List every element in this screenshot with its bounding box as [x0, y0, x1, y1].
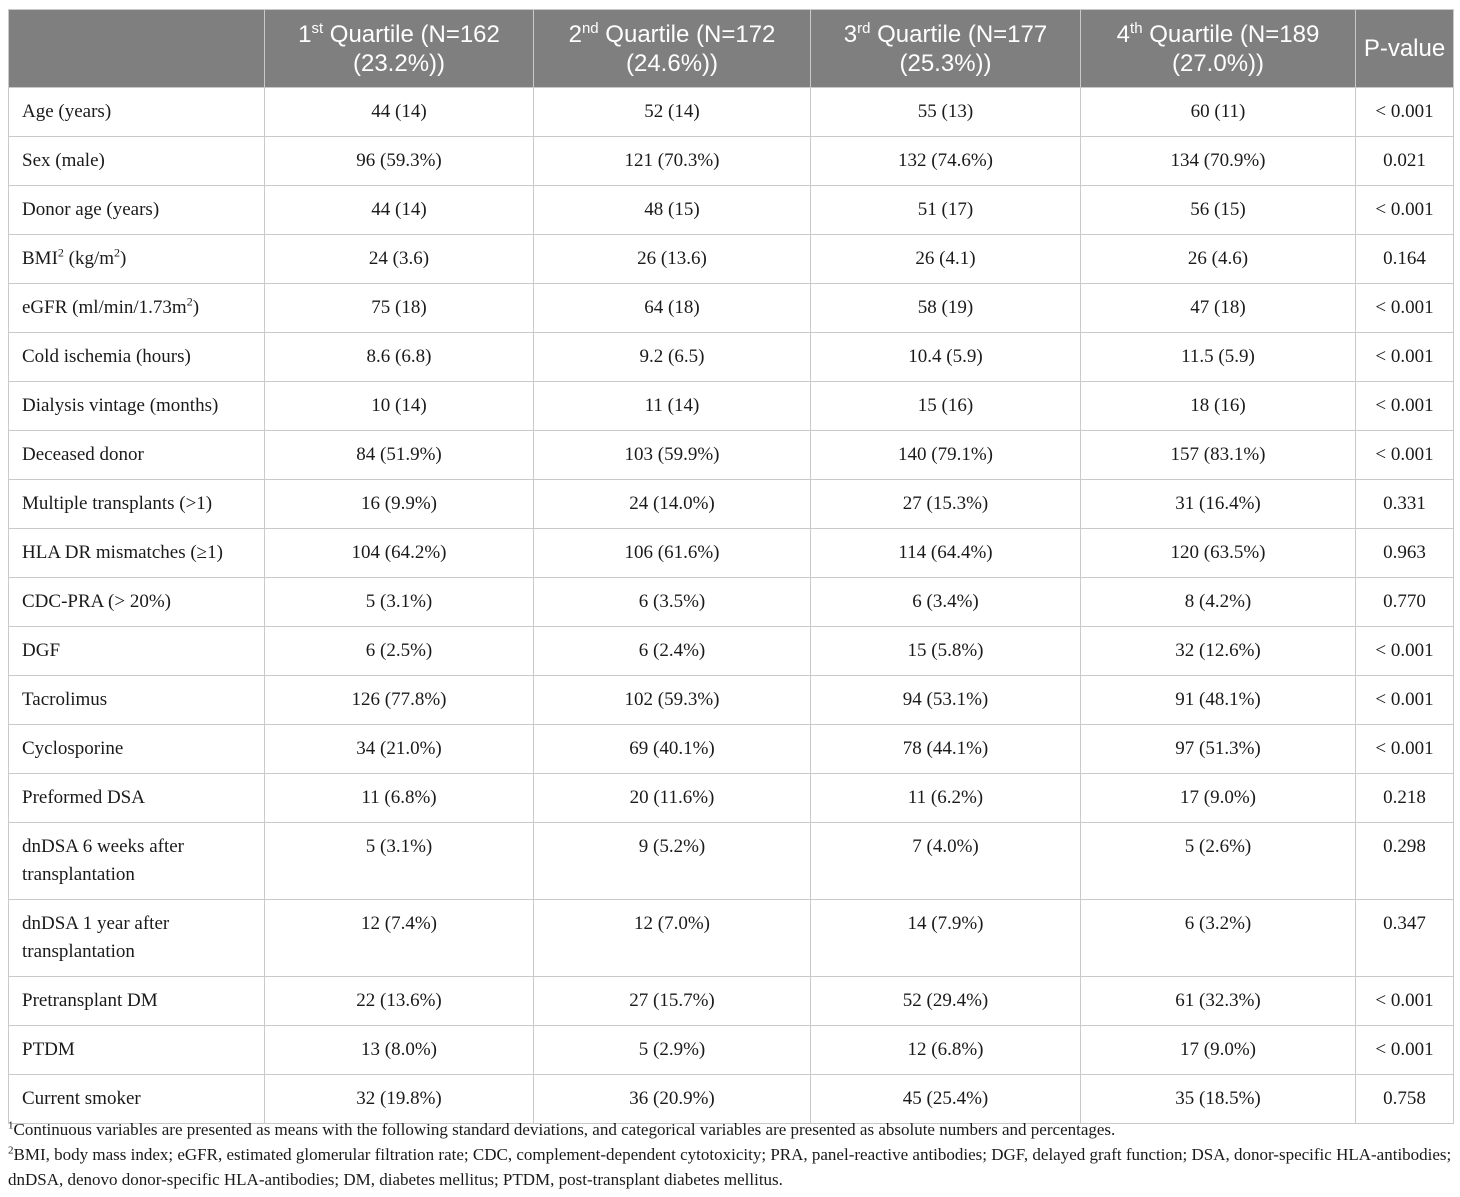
table-row [9, 431, 1454, 480]
quartile-3-cell: 15 (16) [811, 382, 1081, 431]
quartile-2-cell: 27 (15.7%) [534, 977, 811, 1026]
p-value-cell: < 0.001 [1356, 333, 1454, 382]
quartile-4-cell: 134 (70.9%) [1081, 137, 1356, 186]
quartile-4-cell: 6 (3.2%) [1081, 900, 1356, 977]
row-label: Age (years) [9, 88, 265, 137]
quartile-4-cell: 47 (18) [1081, 284, 1356, 333]
p-value-cell: 0.164 [1356, 235, 1454, 284]
row-label: Preformed DSA [9, 774, 265, 823]
quartile-1-cell: 24 (3.6) [265, 235, 534, 284]
p-value-cell: < 0.001 [1356, 627, 1454, 676]
table-row [9, 774, 1454, 823]
p-value-cell: 0.963 [1356, 529, 1454, 578]
quartile-3-cell: 12 (6.8%) [811, 1026, 1081, 1075]
row-label: Pretransplant DM [9, 977, 265, 1026]
quartile-3-cell: 15 (5.8%) [811, 627, 1081, 676]
header-cell-empty [9, 10, 265, 88]
p-value-cell: < 0.001 [1356, 186, 1454, 235]
quartile-3-cell: 6 (3.4%) [811, 578, 1081, 627]
quartile-4-cell: 31 (16.4%) [1081, 480, 1356, 529]
quartile-1-cell: 44 (14) [265, 186, 534, 235]
table-row [9, 627, 1454, 676]
table-row [9, 186, 1454, 235]
quartile-1-cell: 22 (13.6%) [265, 977, 534, 1026]
quartile-3-cell: 55 (13) [811, 88, 1081, 137]
quartile-4-cell: 5 (2.6%) [1081, 823, 1356, 900]
row-label: Donor age (years) [9, 186, 265, 235]
quartile-1-cell: 8.6 (6.8) [265, 333, 534, 382]
header-cell-q3: 3rd Quartile (N=177 (25.3%)) [811, 10, 1081, 88]
row-label: Current smoker [9, 1075, 265, 1124]
table-row [9, 977, 1454, 1026]
quartile-2-cell: 52 (14) [534, 88, 811, 137]
quartile-2-cell: 36 (20.9%) [534, 1075, 811, 1124]
table-row [9, 725, 1454, 774]
p-value-cell: < 0.001 [1356, 725, 1454, 774]
footnote-1: $^1$Continuous variables are presented as means with the following standard deviations, and categorical variables are presented as absolute numbers and percentages. [8, 1119, 1116, 1139]
quartile-2-cell: 9.2 (6.5) [534, 333, 811, 382]
quartile-2-cell: 5 (2.9%) [534, 1026, 811, 1075]
quartile-1-cell: 84 (51.9%) [265, 431, 534, 480]
row-label: dnDSA 6 weeks after transplantation [9, 823, 265, 900]
quartile-3-cell: 52 (29.4%) [811, 977, 1081, 1026]
p-value-cell: < 0.001 [1356, 382, 1454, 431]
quartile-1-cell: 11 (6.8%) [265, 774, 534, 823]
quartile-3-cell: 14 (7.9%) [811, 900, 1081, 977]
p-value-cell: 0.347 [1356, 900, 1454, 977]
table-row [9, 823, 1454, 900]
header-row [9, 10, 1454, 88]
quartile-4-cell: 17 (9.0%) [1081, 1026, 1356, 1075]
quartile-1-cell: 5 (3.1%) [265, 823, 534, 900]
row-label: Sex (male) [9, 137, 265, 186]
row-label: Deceased donor [9, 431, 265, 480]
quartile-3-cell: 140 (79.1%) [811, 431, 1081, 480]
header-cell-q2: 2nd Quartile (N=172 (24.6%)) [534, 10, 811, 88]
table-row [9, 333, 1454, 382]
quartile-2-cell: 11 (14) [534, 382, 811, 431]
table-row [9, 480, 1454, 529]
characteristics-table [8, 9, 1454, 1124]
p-value-cell: 0.021 [1356, 137, 1454, 186]
quartile-2-cell: 106 (61.6%) [534, 529, 811, 578]
quartile-4-cell: 56 (15) [1081, 186, 1356, 235]
quartile-1-cell: 10 (14) [265, 382, 534, 431]
quartile-4-cell: 17 (9.0%) [1081, 774, 1356, 823]
p-value-cell: < 0.001 [1356, 1026, 1454, 1075]
quartile-1-cell: 12 (7.4%) [265, 900, 534, 977]
table-row [9, 137, 1454, 186]
quartile-2-cell: 12 (7.0%) [534, 900, 811, 977]
table-row [9, 1026, 1454, 1075]
quartile-1-cell: 34 (21.0%) [265, 725, 534, 774]
header-cell-q4: 4th Quartile (N=189 (27.0%)) [1081, 10, 1356, 88]
quartile-2-cell: 20 (11.6%) [534, 774, 811, 823]
p-value-cell: 0.331 [1356, 480, 1454, 529]
row-label: BMI$^2$ $(kg/m^2)$ [9, 235, 265, 284]
quartile-1-cell: 13 (8.0%) [265, 1026, 534, 1075]
quartile-4-cell: 91 (48.1%) [1081, 676, 1356, 725]
footnote-2: $^2$BMI, body mass index; eGFR, estimated glomerular filtration rate; CDC, complement-dependent cytotoxicity; PRA, panel-reactive antibodies; DGF, delayed graft function; DSA, donor-specific HLA-antibodies; dnDSA, denovo donor-specific HLA-antibodies; DM, diabetes mellitus; PTDM, post-transplant diabetes mellitus. [8, 1144, 1452, 1189]
quartile-2-cell: 48 (15) [534, 186, 811, 235]
row-label: eGFR $(ml/\min/1.73m^2)$ [9, 284, 265, 333]
row-label: Cyclosporine [9, 725, 265, 774]
quartile-3-cell: 94 (53.1%) [811, 676, 1081, 725]
quartile-3-cell: 132 (74.6%) [811, 137, 1081, 186]
table-row [9, 88, 1454, 137]
quartile-4-cell: 8 (4.2%) [1081, 578, 1356, 627]
quartile-1-cell: 104 (64.2%) [265, 529, 534, 578]
quartile-2-cell: 24 (14.0%) [534, 480, 811, 529]
p-value-cell: 0.758 [1356, 1075, 1454, 1124]
p-value-cell: < 0.001 [1356, 88, 1454, 137]
quartile-2-cell: 26 (13.6) [534, 235, 811, 284]
row-label: Tacrolimus [9, 676, 265, 725]
p-value-cell: 0.218 [1356, 774, 1454, 823]
quartile-4-cell: 157 (83.1%) [1081, 431, 1356, 480]
quartile-1-cell: 32 (19.8%) [265, 1075, 534, 1124]
quartile-3-cell: 114 (64.4%) [811, 529, 1081, 578]
table-header [9, 10, 1454, 88]
quartile-4-cell: 11.5 (5.9) [1081, 333, 1356, 382]
row-label: dnDSA 1 year after transplantation [9, 900, 265, 977]
quartile-1-cell: 5 (3.1%) [265, 578, 534, 627]
p-value-cell: < 0.001 [1356, 431, 1454, 480]
p-value-cell: < 0.001 [1356, 977, 1454, 1026]
quartile-1-cell: 6 (2.5%) [265, 627, 534, 676]
quartile-3-cell: 26 (4.1) [811, 235, 1081, 284]
table-row [9, 578, 1454, 627]
quartile-4-cell: 32 (12.6%) [1081, 627, 1356, 676]
table-body [9, 88, 1454, 1124]
quartile-3-cell: 7 (4.0%) [811, 823, 1081, 900]
quartile-1-cell: 44 (14) [265, 88, 534, 137]
header-cell-q1: 1st Quartile (N=162 (23.2%)) [265, 10, 534, 88]
quartile-4-cell: 120 (63.5%) [1081, 529, 1356, 578]
row-label: CDC-PRA (> 20%) [9, 578, 265, 627]
quartile-4-cell: 97 (51.3%) [1081, 725, 1356, 774]
table-row [9, 382, 1454, 431]
row-label: PTDM [9, 1026, 265, 1075]
row-label: Cold ischemia (hours) [9, 333, 265, 382]
p-value-cell: 0.298 [1356, 823, 1454, 900]
quartile-3-cell: 11 (6.2%) [811, 774, 1081, 823]
table-row [9, 676, 1454, 725]
p-value-cell: 0.770 [1356, 578, 1454, 627]
quartile-3-cell: 10.4 (5.9) [811, 333, 1081, 382]
quartile-3-cell: 45 (25.4%) [811, 1075, 1081, 1124]
quartile-1-cell: 96 (59.3%) [265, 137, 534, 186]
quartile-2-cell: 69 (40.1%) [534, 725, 811, 774]
table-row [9, 529, 1454, 578]
quartile-4-cell: 26 (4.6) [1081, 235, 1356, 284]
quartile-1-cell: 16 (9.9%) [265, 480, 534, 529]
quartile-2-cell: 102 (59.3%) [534, 676, 811, 725]
quartile-4-cell: 61 (32.3%) [1081, 977, 1356, 1026]
quartile-2-cell: 6 (2.4%) [534, 627, 811, 676]
quartile-4-cell: 18 (16) [1081, 382, 1356, 431]
quartile-2-cell: 9 (5.2%) [534, 823, 811, 900]
quartile-1-cell: 126 (77.8%) [265, 676, 534, 725]
row-label: Dialysis vintage (months) [9, 382, 265, 431]
quartile-2-cell: 121 (70.3%) [534, 137, 811, 186]
header-cell-pvalue: P-value [1356, 10, 1454, 88]
p-value-cell: < 0.001 [1356, 676, 1454, 725]
quartile-2-cell: 103 (59.9%) [534, 431, 811, 480]
quartile-1-cell: 75 (18) [265, 284, 534, 333]
quartile-3-cell: 78 (44.1%) [811, 725, 1081, 774]
row-label: DGF [9, 627, 265, 676]
quartile-4-cell: 60 (11) [1081, 88, 1356, 137]
quartile-3-cell: 27 (15.3%) [811, 480, 1081, 529]
table-row [9, 235, 1454, 284]
quartile-2-cell: 6 (3.5%) [534, 578, 811, 627]
quartile-3-cell: 58 (19) [811, 284, 1081, 333]
footnotes [8, 1117, 1454, 1192]
row-label: HLA DR mismatches (≥1) [9, 529, 265, 578]
quartile-3-cell: 51 (17) [811, 186, 1081, 235]
quartile-4-cell: 35 (18.5%) [1081, 1075, 1356, 1124]
p-value-cell: < 0.001 [1356, 284, 1454, 333]
table-row [9, 900, 1454, 977]
table-row [9, 284, 1454, 333]
quartile-2-cell: 64 (18) [534, 284, 811, 333]
row-label: Multiple transplants (>1) [9, 480, 265, 529]
